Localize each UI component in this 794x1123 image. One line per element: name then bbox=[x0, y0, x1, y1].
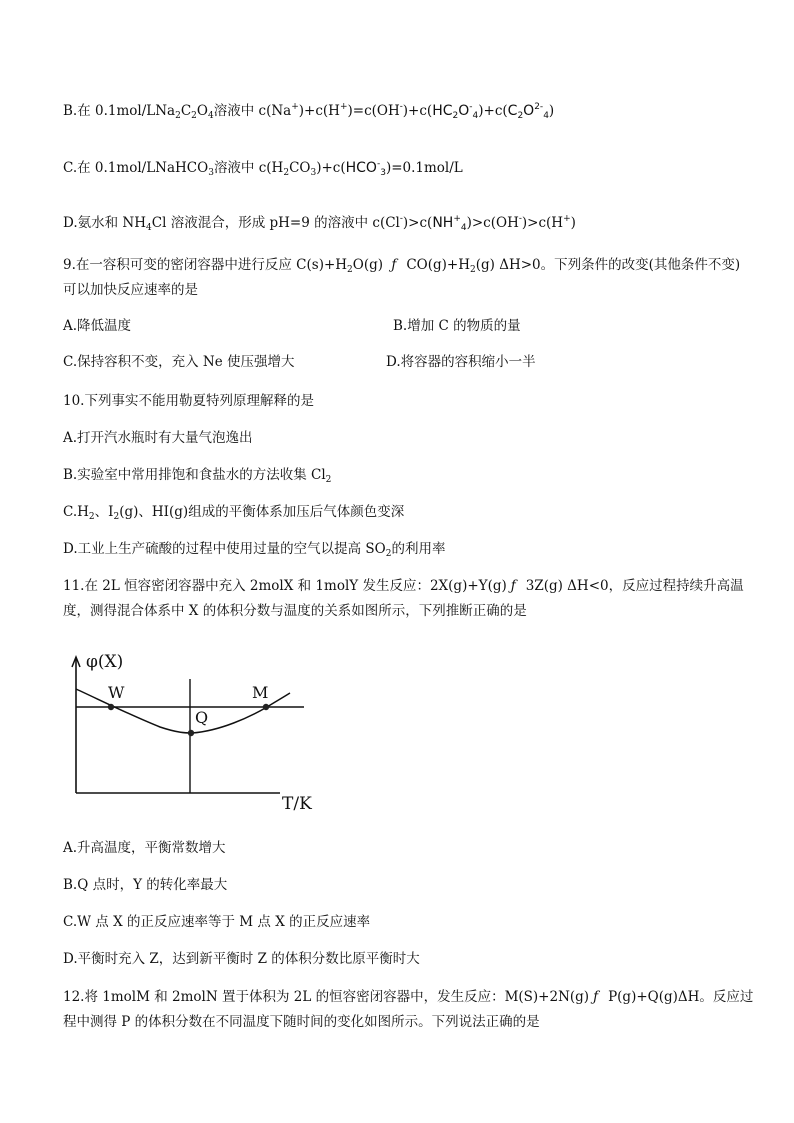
ion-c2o4: $C_2O^{2-}_4$ bbox=[507, 102, 549, 121]
q11-option-d: D.平衡时充入 Z，达到新平衡时 Z 的体积分数比原平衡时大 bbox=[63, 951, 420, 967]
q10-stem: 10.下列事实不能用勒夏特列原理解释的是 bbox=[63, 393, 314, 409]
q11-stem-line2: 度，测得混合体系中 X 的体积分数与温度的关系如图所示，下列推断正确的是 bbox=[63, 603, 527, 619]
phi-x-temperature-chart bbox=[60, 645, 330, 820]
equilibrium-symbol: ƒ bbox=[593, 989, 599, 1005]
ion-nh4: $NH^+_4$ bbox=[432, 214, 467, 233]
point-m bbox=[263, 704, 269, 710]
x-axis-label: T/K bbox=[282, 794, 312, 814]
q9-options-row1: A.降低温度 B.增加 C 的物质的量 bbox=[63, 318, 521, 334]
q11-option-a: A.升高温度，平衡常数增大 bbox=[63, 840, 226, 856]
q10-option-b: B.实验室中常用排饱和食盐水的方法收集 $Cl_2$ bbox=[63, 467, 332, 485]
label-m: M bbox=[252, 683, 269, 702]
q8-option-c: C.在 0.1mol/LNaHCO$_3$溶液中 $c(H_2CO_3)+c(HCO^-_3)=0.1mol/L$ bbox=[63, 159, 463, 178]
q11-option-b: B.Q 点时，Y 的转化率最大 bbox=[63, 877, 228, 893]
q9-stem-line2: 可以加快反应速率的是 bbox=[63, 282, 198, 298]
label-q: Q bbox=[195, 708, 209, 727]
q12-stem-line2: 程中测得 P 的体积分数在不同温度下随时间的变化如图所示。下列说法正确的是 bbox=[63, 1014, 540, 1030]
q12-stem-line1: 12.将 1molM 和 2molN 置于体积为 2L 的恒容密闭容器中，发生反应：M(S)+2N(g) ƒ P(g)+Q(g)ΔH。反应过 bbox=[63, 989, 754, 1005]
q11-option-c: C.W 点 X 的正反应速率等于 M 点 X 的正反应速率 bbox=[63, 914, 371, 930]
q9-options-row2: C.保持容积不变，充入 Ne 使压强增大 D.将容器的容积缩小一半 bbox=[63, 354, 536, 370]
equilibrium-symbol: ƒ bbox=[391, 257, 397, 273]
point-w bbox=[108, 704, 114, 710]
q8-option-d: D.氨水和 $NH_4Cl$ 溶液混合，形成 pH=9 的溶液中 $c(Cl^-)>c(NH^+_4)>c(OH^-)>c(H^+)$ bbox=[63, 214, 576, 233]
q8-option-b: B.在 $0.1mol/LNa_2C_2O_4$溶液中 $c(Na^+)+c(H^+)=c(OH^-)+c(HC_2O^-_4)+c(C_2O^{2-}_4)$ bbox=[63, 102, 555, 121]
ion-hco3: $HCO^-_3$ bbox=[345, 159, 386, 178]
equilibrium-symbol: ƒ bbox=[510, 578, 516, 594]
y-axis-label: φ(X) bbox=[86, 652, 124, 672]
q10-option-c: $C.H_2$、$I_2(g)$、HI(g)组成的平衡体系加压后气体颜色变深 bbox=[63, 504, 405, 522]
q10-option-d: D.工业上生产硫酸的过程中使用过量的空气以提高 $SO_2$的利用率 bbox=[63, 541, 446, 559]
point-q bbox=[188, 730, 194, 736]
q9-stem-line1: 9.在一容积可变的密闭容器中进行反应 $C(s)+H_2O(g)$ ƒ $CO(g)+H_2(g)$ ΔH>0。下列条件的改变(其他条件不变) bbox=[63, 257, 741, 275]
q10-option-a: A.打开汽水瓶时有大量气泡逸出 bbox=[63, 430, 253, 446]
q11-stem-line1: 11.在 2L 恒容密闭容器中充入 2molX 和 1molY 发生反应：2X(g)+Y(g) ƒ 3Z(g) ΔH<0，反应过程持续升高温 bbox=[63, 578, 744, 594]
label-w: W bbox=[108, 683, 125, 702]
ion-hc2o4: $HC_2O^-_4$ bbox=[432, 102, 479, 121]
